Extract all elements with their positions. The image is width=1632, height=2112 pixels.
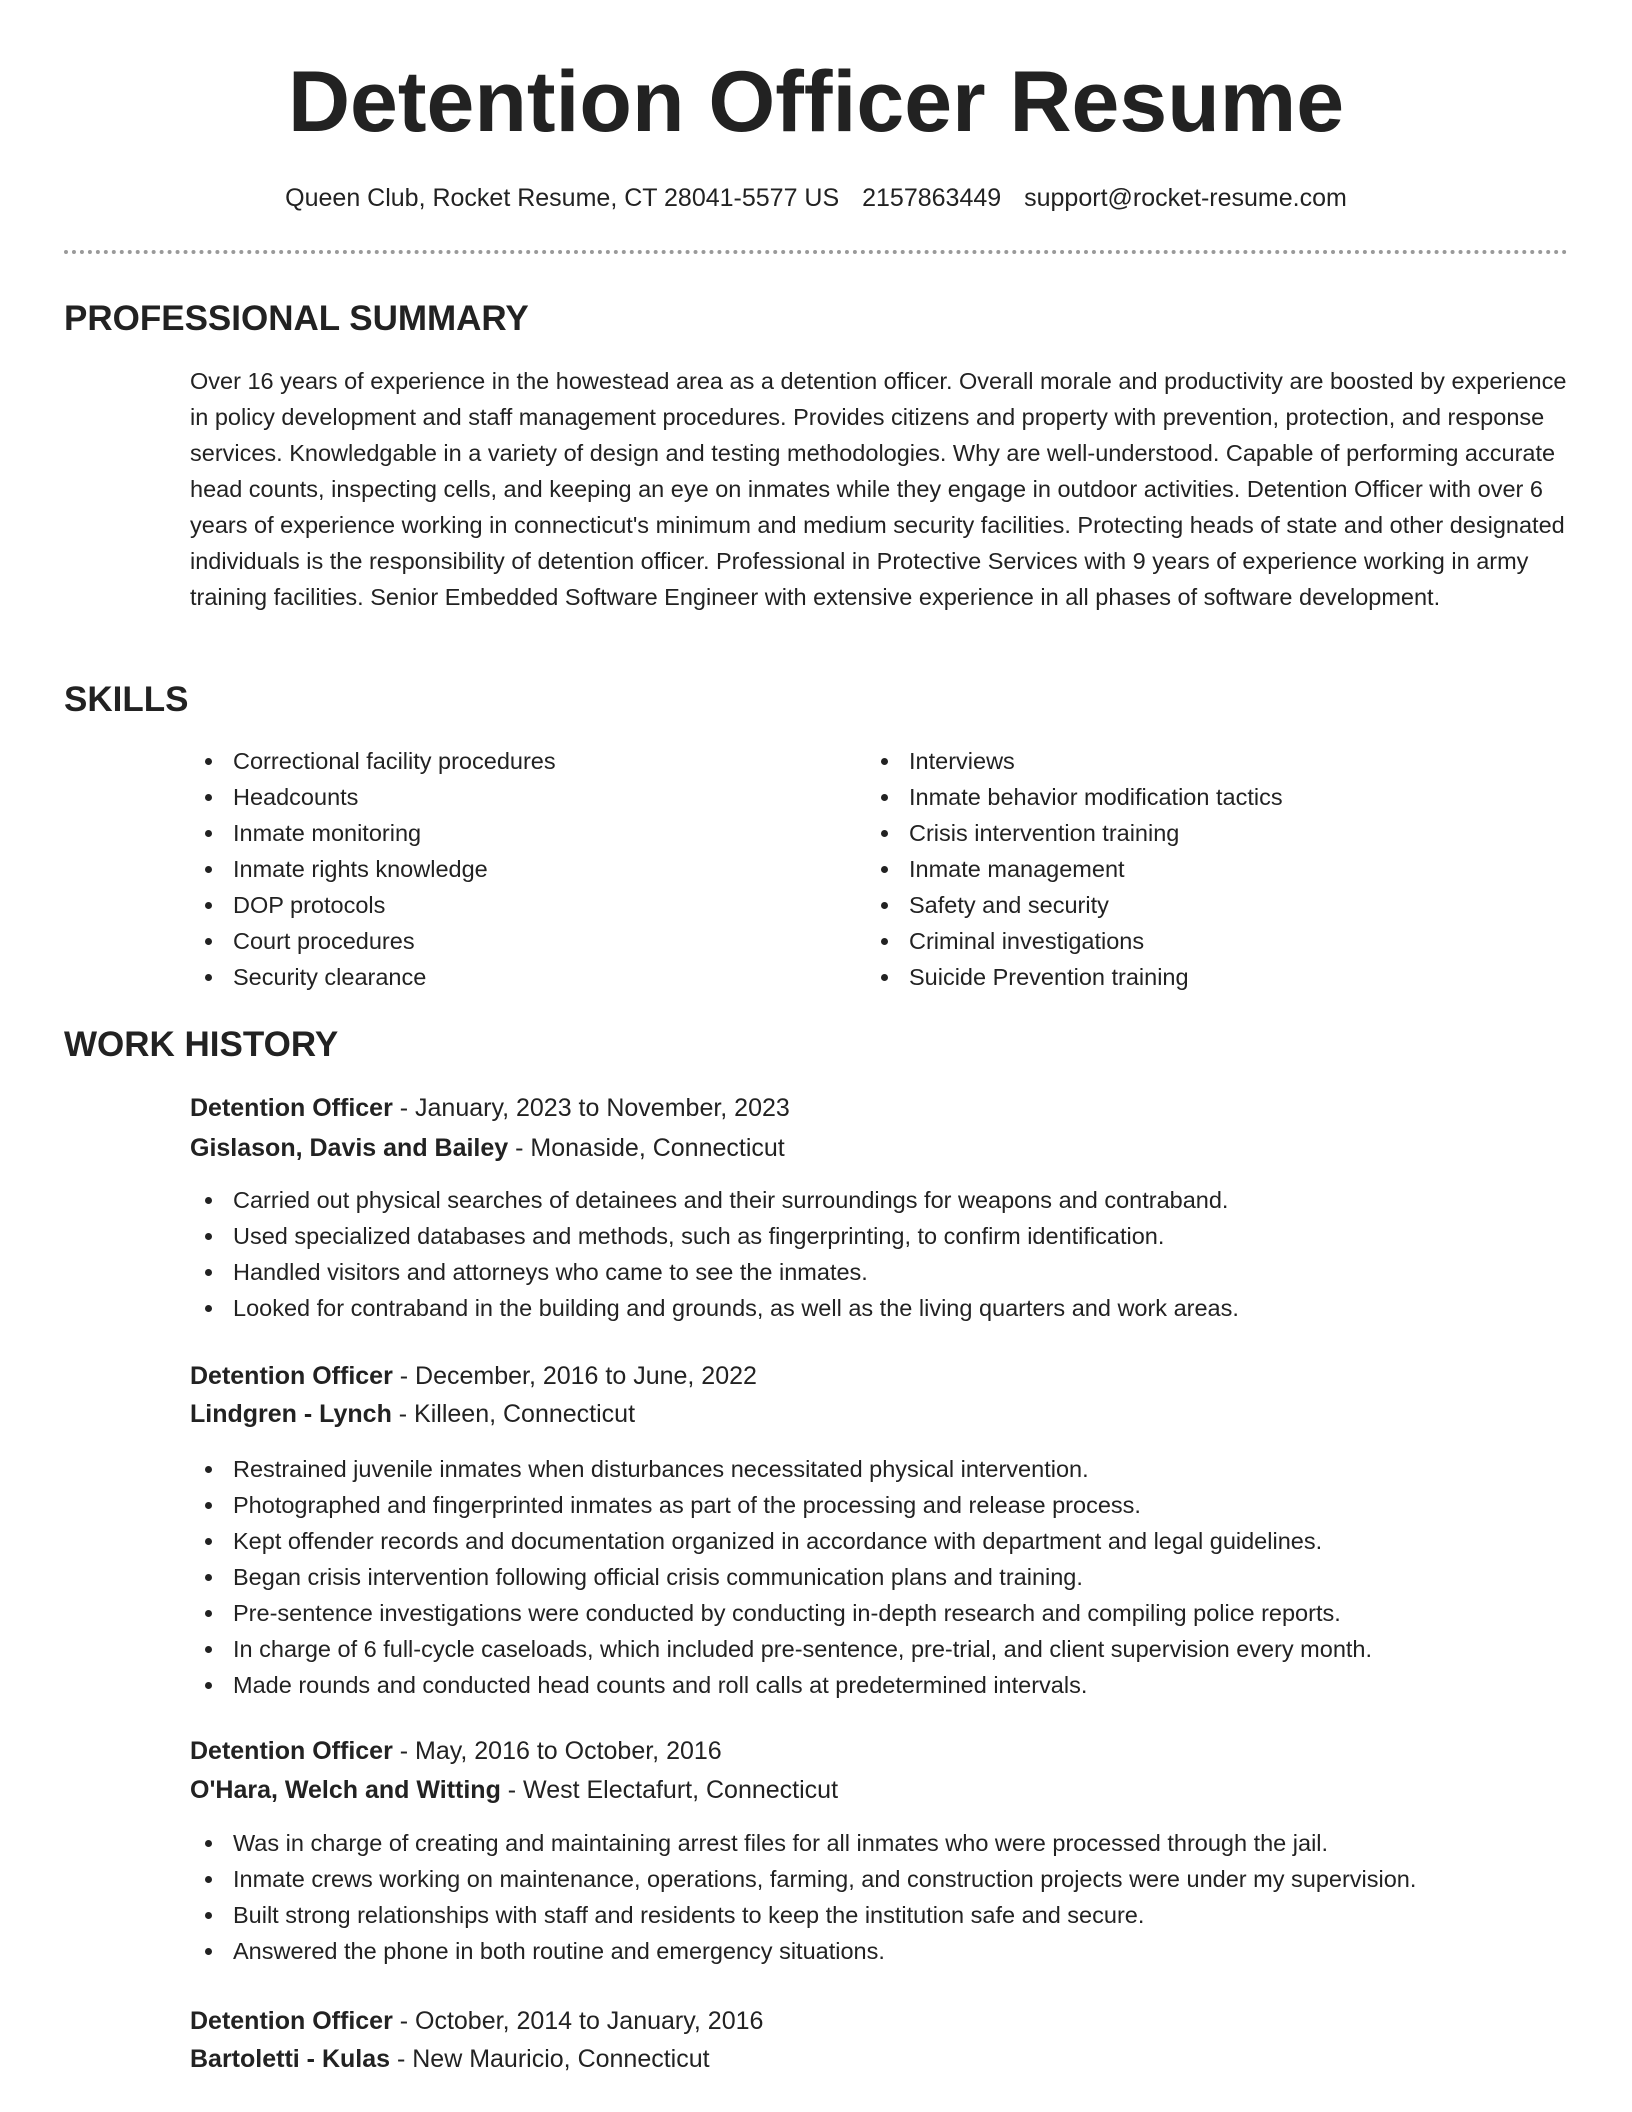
job-bullet: Made rounds and conducted head counts and roll calls at predetermined intervals. bbox=[190, 1667, 1372, 1703]
skill-item: Inmate management bbox=[866, 851, 1283, 887]
job-bullets bbox=[190, 1451, 1372, 1703]
job-bullets bbox=[190, 1182, 1239, 1326]
job-title: Detention Officer bbox=[190, 1094, 393, 1122]
job-company: Lindgren - Lynch bbox=[190, 1400, 392, 1428]
job-company: O'Hara, Welch and Witting bbox=[190, 1776, 501, 1804]
job-title: Detention Officer bbox=[190, 1362, 393, 1390]
skill-item: Inmate behavior modification tactics bbox=[866, 779, 1283, 815]
job-title-line bbox=[190, 1358, 757, 1394]
job-bullet: Built strong relationships with staff and residents to keep the institution safe and secure. bbox=[190, 1897, 1416, 1933]
skill-item: Correctional facility procedures bbox=[190, 743, 556, 779]
job-bullet: Was in charge of creating and maintaining arrest files for all inmates who were processed through the jail. bbox=[190, 1825, 1416, 1861]
job-bullets bbox=[190, 1825, 1416, 1969]
skill-item: Headcounts bbox=[190, 779, 556, 815]
skill-item: DOP protocols bbox=[190, 887, 556, 923]
skill-item: Inmate monitoring bbox=[190, 815, 556, 851]
job-bullet: Pre-sentence investigations were conducted by conducting in-depth research and compiling police reports. bbox=[190, 1595, 1372, 1631]
job-dates: - December, 2016 to June, 2022 bbox=[392, 1362, 757, 1390]
contact-address: Queen Club, Rocket Resume, CT 28041-5577 US bbox=[285, 184, 840, 212]
job-bullet: Photographed and fingerprinted inmates as part of the processing and release process. bbox=[190, 1487, 1372, 1523]
job-company: Bartoletti - Kulas bbox=[190, 2045, 391, 2073]
skill-item: Criminal investigations bbox=[866, 923, 1283, 959]
job-dates: - May, 2016 to October, 2016 bbox=[392, 1737, 722, 1765]
job-dates: - January, 2023 to November, 2023 bbox=[392, 1094, 790, 1122]
job-title-line bbox=[190, 2003, 763, 2039]
job-location: - Monaside, Connecticut bbox=[508, 1134, 785, 1162]
job-company-line bbox=[190, 1772, 838, 1808]
job-bullet: Kept offender records and documentation organized in accordance with department and legal guidelines. bbox=[190, 1523, 1372, 1559]
section-title-work: WORK HISTORY bbox=[64, 1025, 339, 1064]
job-bullet: Restrained juvenile inmates when disturbances necessitated physical intervention. bbox=[190, 1451, 1372, 1487]
job-location: - New Mauricio, Connecticut bbox=[390, 2045, 710, 2073]
job-bullet: Answered the phone in both routine and emergency situations. bbox=[190, 1933, 1416, 1969]
job-bullet: In charge of 6 full-cycle caseloads, which included pre-sentence, pre-trial, and client supervision every month. bbox=[190, 1631, 1372, 1667]
skill-item: Interviews bbox=[866, 743, 1283, 779]
skill-item: Crisis intervention training bbox=[866, 815, 1283, 851]
job-bullet: Used specialized databases and methods, such as fingerprinting, to confirm identification. bbox=[190, 1218, 1239, 1254]
contact-phone: 2157863449 bbox=[862, 184, 1002, 212]
job-bullet: Handled visitors and attorneys who came to see the inmates. bbox=[190, 1254, 1239, 1290]
job-title: Detention Officer bbox=[190, 1737, 393, 1765]
job-company-line bbox=[190, 1396, 635, 1432]
job-company-line bbox=[190, 1130, 785, 1166]
job-bullet: Began crisis intervention following official crisis communication plans and training. bbox=[190, 1559, 1372, 1595]
job-location: - West Electafurt, Connecticut bbox=[500, 1776, 839, 1804]
section-title-skills: SKILLS bbox=[64, 680, 189, 719]
contact-email: support@rocket-resume.com bbox=[1024, 184, 1347, 212]
job-title-line bbox=[190, 1090, 790, 1126]
job-company-line bbox=[190, 2041, 710, 2077]
page-title: Detention Officer Resume bbox=[287, 54, 1345, 150]
job-dates: - October, 2014 to January, 2016 bbox=[392, 2007, 764, 2035]
job-title: Detention Officer bbox=[190, 2007, 393, 2035]
summary-text: Over 16 years of experience in the howestead area as a detention officer. Overall morale and productivity are boosted by experience in policy development and staff management procedures. Provides citizens and property with prevention, protection, and response services. Knowledgable in a variety of design and testing methodologies. Why are well-understood. Capable of performing accurate head counts, inspecting cells, and keeping an eye on inmates while they engage in outdoor activities. Detention Officer with over 6 years of experience working in connecticut's minimum and medium security facilities. Protecting heads of state and other designated individuals is the responsibility of detention officer. Professional in Protective Services with 9 years of experience working in army training facilities. Senior Embedded Software Engineer with extensive experience in all phases of software development. bbox=[190, 368, 1567, 610]
job-title-line bbox=[190, 1733, 722, 1769]
skill-item: Suicide Prevention training bbox=[866, 959, 1283, 995]
job-bullet: Looked for contraband in the building and grounds, as well as the living quarters and work areas. bbox=[190, 1290, 1239, 1326]
contact-line bbox=[0, 180, 1632, 216]
section-title-summary: PROFESSIONAL SUMMARY bbox=[64, 299, 529, 338]
skill-item: Safety and security bbox=[866, 887, 1283, 923]
skill-item: Inmate rights knowledge bbox=[190, 851, 556, 887]
skills-list-left bbox=[190, 743, 556, 995]
job-company: Gislason, Davis and Bailey bbox=[190, 1134, 509, 1162]
skill-item: Security clearance bbox=[190, 959, 556, 995]
job-bullet: Inmate crews working on maintenance, operations, farming, and construction projects were under my supervision. bbox=[190, 1861, 1416, 1897]
job-bullet: Carried out physical searches of detainees and their surroundings for weapons and contraband. bbox=[190, 1182, 1239, 1218]
skills-list-right bbox=[866, 743, 1283, 995]
header-divider bbox=[64, 250, 1568, 254]
skill-item: Court procedures bbox=[190, 923, 556, 959]
job-location: - Killeen, Connecticut bbox=[391, 1400, 636, 1428]
